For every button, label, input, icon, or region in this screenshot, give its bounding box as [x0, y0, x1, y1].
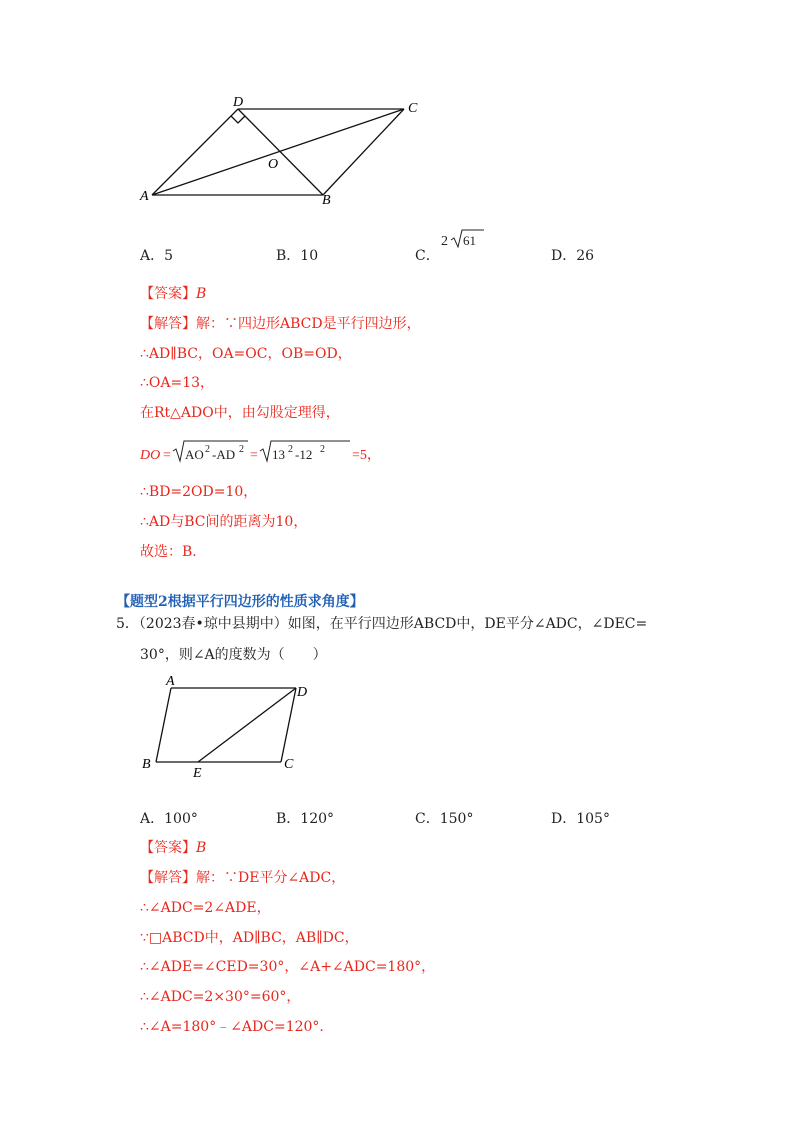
q4-option-b [276, 246, 318, 266]
svg-text:AO: AO [185, 447, 204, 462]
q5-solution-line-4: ∴∠ADE=∠CED=30°，∠A+∠ADC=180°， [140, 959, 436, 975]
label-b: B [322, 193, 331, 208]
q5-option-a [140, 809, 198, 829]
q5-option-a-text: 100° [164, 811, 198, 827]
q4-option-d-text: 26 [576, 248, 595, 264]
q5-solution-text-1: 解：∵DE平分∠ADC， [196, 870, 346, 886]
segment-dc [281, 688, 296, 762]
segment-de [198, 688, 296, 762]
label-c: C [284, 757, 294, 772]
q4-answer-value: B [196, 286, 207, 302]
q5-option-d-text: 105° [576, 811, 610, 827]
q4-answer [140, 284, 206, 304]
diagonal-bd [238, 109, 323, 195]
section-title: 【题型2根据平行四边形的性质求角度】 [116, 594, 364, 610]
q4-option-d-letter: D． [551, 248, 577, 264]
q5-solution-line-5: ∴∠ADC=2×30°=60°， [140, 989, 301, 1005]
q4-solution-line-6: ∴BD=2OD=10， [140, 484, 258, 500]
q4-option-c [415, 246, 440, 266]
q5-option-c-text: 150° [439, 811, 474, 827]
q5-option-c [415, 809, 473, 829]
svg-text:DO: DO [140, 448, 161, 463]
q4-solution-text-1: 解：∵四边形ABCD是平行四边形， [196, 316, 421, 332]
svg-text:2: 2 [205, 444, 210, 455]
q5-option-c-letter: C． [415, 811, 440, 827]
diagonal-ac [152, 109, 404, 195]
svg-text:-12: -12 [295, 447, 313, 462]
q5-solution-label: 【解答】 [140, 870, 196, 886]
q5-stem-line-2: 30°，则∠A的度数为（ ） [140, 647, 327, 663]
q4-option-d [551, 246, 594, 266]
svg-text:-AD: -AD [212, 447, 236, 462]
label-o: O [268, 157, 279, 172]
figure-parallelogram-abcd-de [135, 670, 320, 780]
q5-number: 5． [116, 616, 139, 632]
svg-text:=: = [250, 448, 258, 463]
q4-option-c-letter: C． [415, 248, 440, 264]
q4-solution-line-2: ∴AD∥BC，OA=OC，OB=OD， [140, 346, 352, 362]
svg-text:2: 2 [441, 234, 448, 249]
q5-answer [140, 838, 206, 858]
q5-answer-value: B [196, 840, 207, 856]
svg-text:2: 2 [288, 444, 293, 455]
q5-solution-line-6: ∴∠A=180°﹣∠ADC=120°. [140, 1019, 324, 1035]
svg-text:=5，: =5， [352, 448, 381, 463]
q5-stem-text-1: （2023春•琼中县期中）如图，在平行四边形ABCD中，DE平分∠ADC，∠DEC= [138, 616, 648, 632]
q4-solution-line-1 [140, 314, 421, 334]
q4-option-b-letter: B． [276, 248, 301, 264]
q4-solution-line-5-formula [138, 433, 388, 467]
q4-option-b-text: 10 [300, 248, 319, 264]
q5-option-a-letter: A． [140, 811, 165, 827]
q5-solution-line-3: ∵□ABCD中，AD∥BC，AB∥DC， [140, 930, 359, 946]
q4-answer-label: 【答案】 [140, 286, 196, 302]
segment-ad [152, 109, 238, 195]
q5-answer-label: 【答案】 [140, 840, 196, 856]
q5-option-b-letter: B． [276, 811, 301, 827]
segment-bc [323, 109, 404, 195]
q4-option-a [140, 246, 173, 266]
q5-solution-line-2: ∴∠ADC=2∠ADE， [140, 900, 271, 916]
svg-text:=: = [163, 448, 171, 463]
q5-solution-line-1 [140, 868, 345, 888]
svg-text:61: 61 [463, 233, 476, 248]
q4-option-c-radical [440, 228, 485, 250]
label-a: A [166, 674, 175, 689]
q4-option-a-letter: A． [140, 248, 165, 264]
q4-solution-label: 【解答】 [140, 316, 196, 332]
q4-solution-line-8: 故选：B. [140, 544, 197, 560]
label-e: E [193, 766, 202, 780]
q5-option-d [551, 809, 610, 829]
q4-option-a-text: 5 [164, 248, 174, 264]
label-d: D [297, 685, 308, 700]
q5-option-d-letter: D． [551, 811, 577, 827]
segment-ab [156, 688, 171, 762]
q5-stem-line-1 [116, 614, 647, 634]
label-a: A [140, 189, 149, 204]
q4-solution-line-4: 在Rt△ADO中，由勾股定理得， [140, 405, 340, 421]
label-c: C [408, 101, 418, 116]
q4-solution-line-3: ∴OA=13， [140, 375, 215, 391]
label-b: B [142, 757, 151, 772]
q4-solution-line-7: ∴AD与BC间的距离为10， [140, 514, 308, 530]
svg-text:2: 2 [320, 444, 325, 455]
q5-option-b-text: 120° [300, 811, 335, 827]
svg-text:13: 13 [272, 447, 285, 462]
q5-option-b [276, 809, 334, 829]
figure-parallelogram-abcd-diagonals [130, 90, 430, 215]
svg-text:2: 2 [239, 444, 244, 455]
label-d: D [233, 95, 244, 110]
right-angle-mark [231, 116, 245, 123]
